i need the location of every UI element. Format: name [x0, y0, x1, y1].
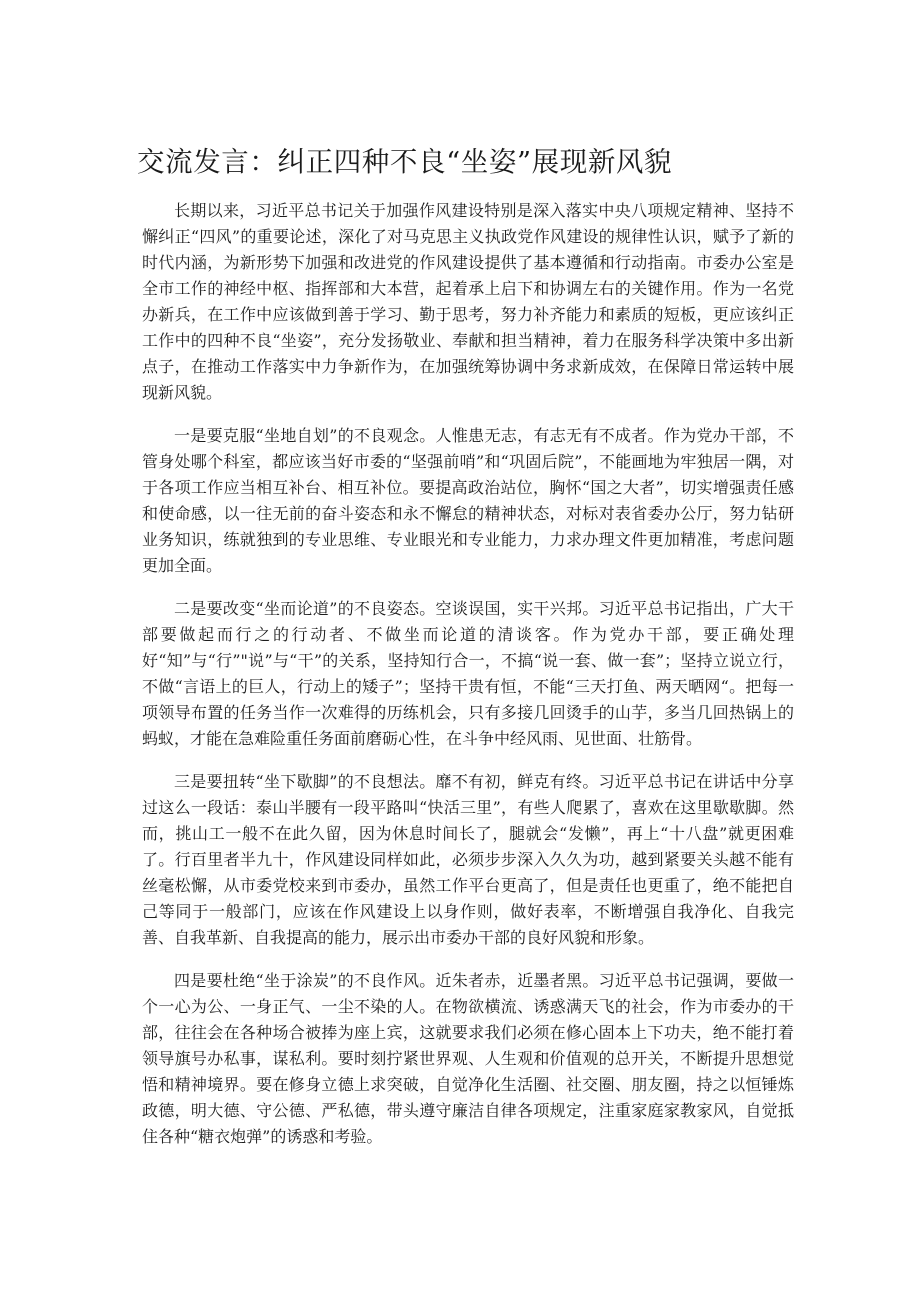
paragraph-point-four: 四是要杜绝“坐于涂炭”的不良作风。近朱者赤，近墨者黑。习近平总书记强调，要做一个一心为公、一身正气、一尘不染的人。在物欲横流、诱惑满天飞的社会，作为市委办的干部，往往会在各种场合被捧为座上宾，这就要求我们必须在修心固本上下功夫，绝不能打着领导旗号办私事，谋私利。要时刻拧紧世界观、人生观和价值观的总开关，不断提升思想觉悟和精神境界。要在修身立德上求突破，自觉净化生活圈、社交圈、朋友圈，持之以恒锤炼政德，明大德、守公德、严私德，带头遵守廉洁自律各项规定，注重家庭家教家风，自觉抵住各种“糖衣炮弹”的诱惑和考验。: [142, 971, 794, 1146]
paragraph-point-one: 一是要克服“坐地自划”的不良观念。人惟患无志，有志无有不成者。作为党办干部，不管身处哪个科室，都应该当好市委的“坚强前哨”和“巩固后院”，不能画地为牢独居一隅，对于各项工作应当相互补台、相互补位。要提高政治站位，胸怀“国之大者”，切实增强责任感和使命感，以一往无前的奋斗姿态和永不懈怠的精神状态，对标对表省委办公厅，努力钻研业务知识，练就独到的专业思维、专业眼光和专业能力，力求办理文件更加精准，考虑问题更加全面。: [142, 426, 794, 575]
paragraph-intro: 长期以来，习近平总书记关于加强作风建设特别是深入落实中央八项规定精神、坚持不懈纠正“四风”的重要论述，深化了对马克思主义执政党作风建设的规律性认识，赋予了新的时代内涵，为新形势下加强和改进党的作风建设提供了基本遵循和行动指南。市委办公室是全市工作的神经中枢、指挥部和大本营，起着承上启下和协调左右的关键作用。作为一名党办新兵，在工作中应该做到善于学习、勤于思考，努力补齐能力和素质的短板，更应该纠正工作中的四种不良“坐姿”，充分发扬敬业、奉献和担当精神，着力在服务科学决策中多出新点子，在推动工作落实中力争新作为，在加强统筹协调中务求新成效，在保障日常运转中展现新风貌。: [142, 201, 794, 402]
paragraph-point-two: 二是要改变“坐而论道”的不良姿态。空谈误国，实干兴邦。习近平总书记指出，广大干部要做起而行之的行动者、不做坐而论道的清谈客。作为党办干部，要正确处理好“知”与“行”"说”与“干”的关系，坚持知行合一，不搞“说一套、做一套”；坚持立说立行，不做“言语上的巨人，行动上的矮子”；坚持干贵有恒，不能“三天打鱼、两天晒网“。把每一项领导布置的任务当作一次难得的历练机会，只有多接几回烫手的山芋，多当几回热锅上的蚂蚁，才能在急难险重任务面前磨砺心性，在斗争中经风雨、见世面、壮筋骨。: [142, 599, 794, 748]
paragraph-point-three: 三是要扭转“坐下歇脚”的不良想法。靡不有初，鲜克有终。习近平总书记在讲话中分享过这么一段话：泰山半腰有一段平路叫“快活三里”，有些人爬累了，喜欢在这里歇歇脚。然而，挑山工一般不在此久留，因为休息时间长了，腿就会“发懒”，再上“十八盘”就更困难了。行百里者半九十，作风建设同样如此，必须步步深入久久为功，越到紧要关头越不能有丝毫松懈，从市委党校来到市委办，虽然工作平台更高了，但是责任也更重了，绝不能把自己等同于一般部门，应该在作风建设上以身作则，做好表率，不断增强自我净化、自我完善、自我革新、自我提高的能力，展示出市委办干部的良好风貌和形象。: [142, 772, 794, 947]
document-body: [142, 198, 794, 1167]
document-title: 交流发言：纠正四种不良“坐姿”展现新风貌: [137, 146, 673, 178]
